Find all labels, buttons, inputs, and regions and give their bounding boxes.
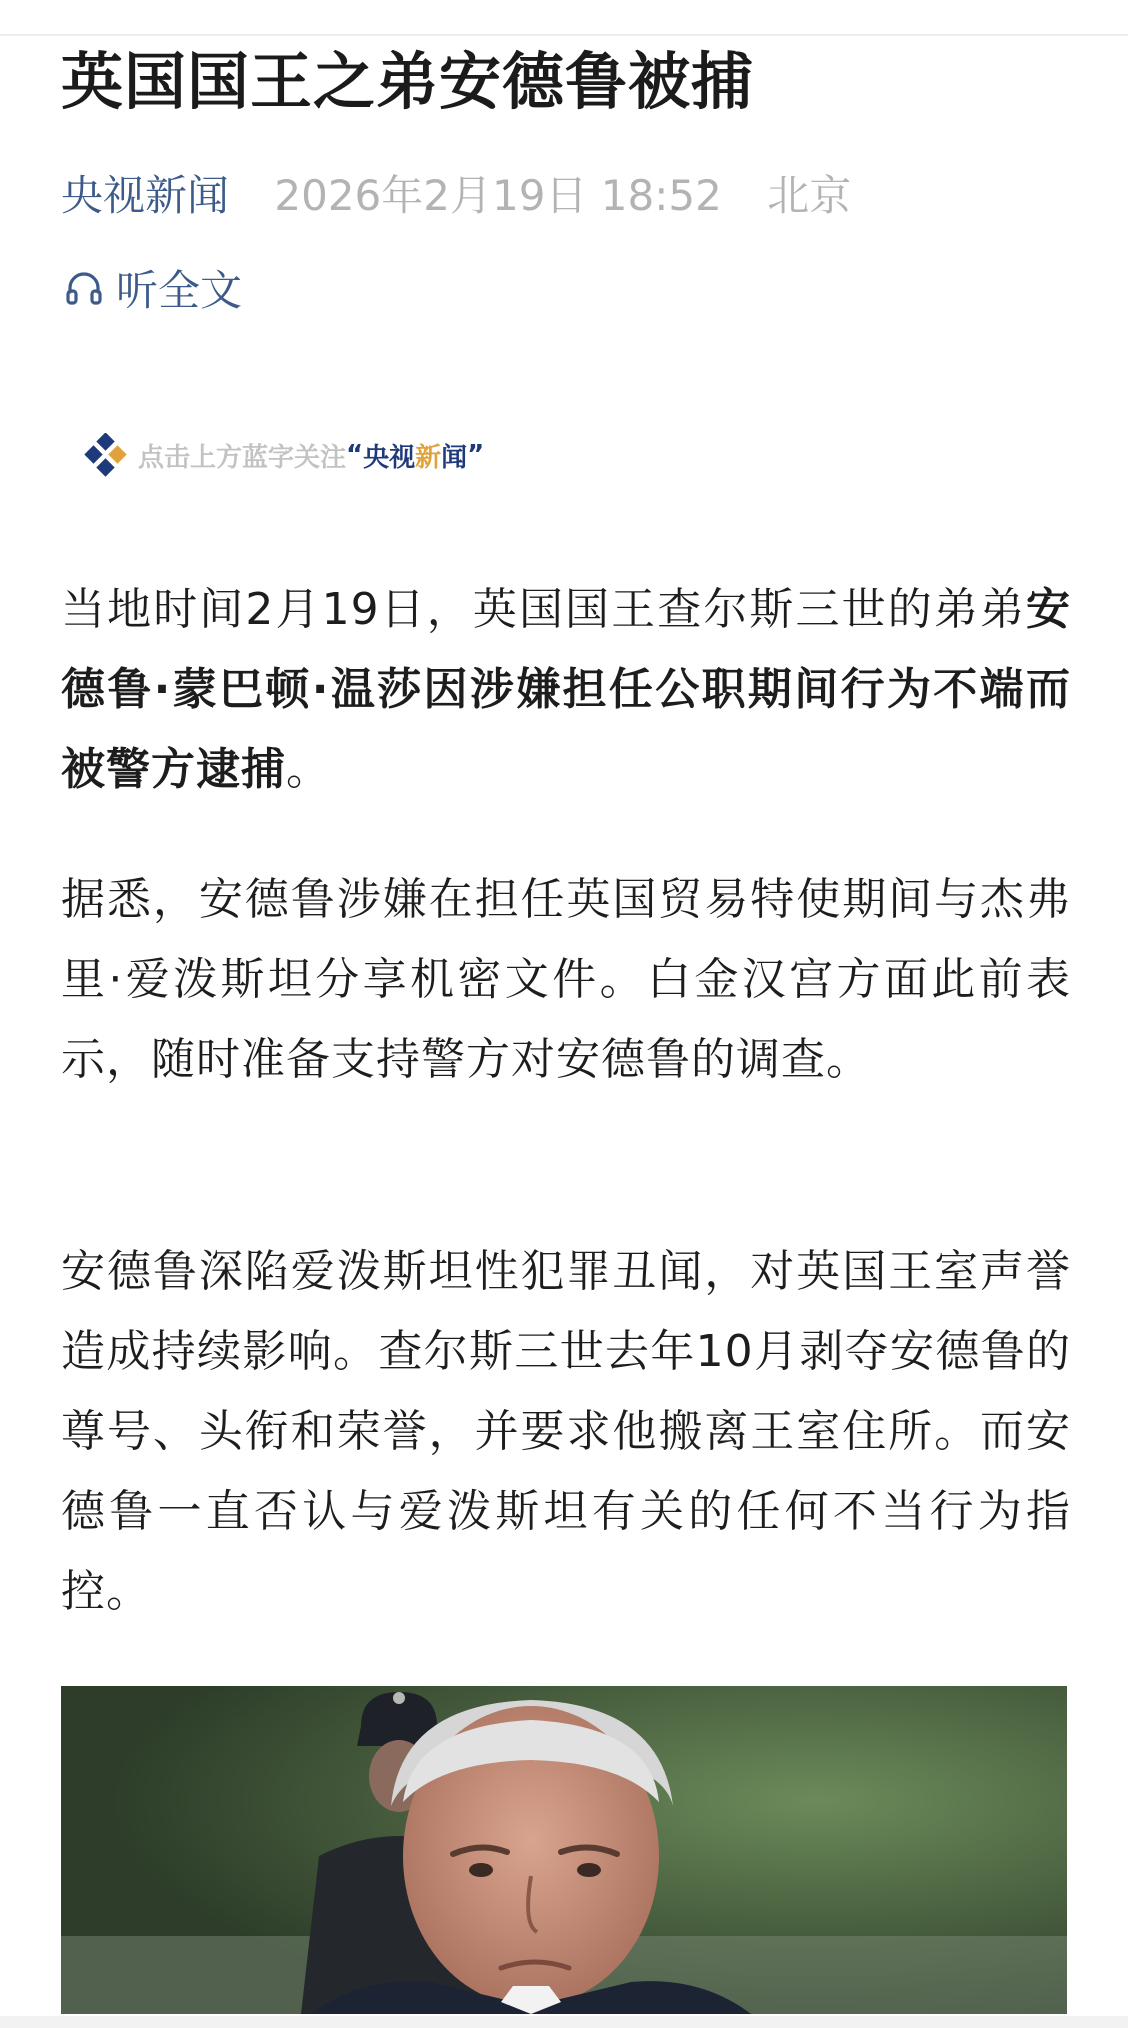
- top-divider: [0, 34, 1128, 36]
- source-link[interactable]: 央视新闻: [61, 171, 230, 220]
- article-photo[interactable]: [61, 1686, 1067, 2014]
- quote-open: “: [346, 440, 364, 470]
- listen-label: 听全文: [116, 266, 243, 315]
- quote-close: ”: [467, 440, 485, 470]
- brand-name-part3: 闻: [441, 442, 468, 473]
- photo-illustration: [61, 1686, 1067, 2014]
- paragraph-1-bold: 安德鲁·蒙巴顿·温莎因涉嫌担任公职期间行为不端而被警方逮捕: [61, 584, 1071, 795]
- follow-hint: 点击上方蓝字关注: [138, 442, 347, 473]
- publish-time: 2026年2月19日 18:52: [274, 171, 722, 220]
- paragraph-1: [61, 570, 1071, 810]
- follow-banner[interactable]: [84, 432, 484, 478]
- paragraph-2: 据悉，安德鲁涉嫌在担任英国贸易特使期间与杰弗里·爱泼斯坦分享机密文件。白金汉宫方面此前表示，随时准备支持警方对安德鲁的调查。: [61, 874, 1071, 1085]
- listen-full-text-button[interactable]: [64, 258, 242, 318]
- headphones-icon: [64, 268, 104, 308]
- publish-location: 北京: [767, 171, 852, 220]
- cctv-diamond-logo: [84, 433, 130, 477]
- brand-name-part2: 新: [415, 442, 442, 473]
- paragraph-3: 安德鲁深陷爱泼斯坦性犯罪丑闻，对英国王室声誉造成持续影响。查尔斯三世去年10月剥夺安德鲁的尊号、头衔和荣誉，并要求他搬离王室住所。而安德鲁一直否认与爱泼斯坦有关的任何不当行为指控。: [61, 1246, 1071, 1617]
- article-title: 英国国王之弟安德鲁被捕: [61, 45, 755, 118]
- article-meta: [61, 168, 851, 224]
- brand-name-part1: 央视: [363, 442, 416, 473]
- bottom-bar: [0, 2016, 1128, 2028]
- paragraph-1-end: 。: [286, 744, 331, 795]
- paragraph-1-text: 当地时间2月19日，英国国王查尔斯三世的弟弟: [61, 584, 1026, 635]
